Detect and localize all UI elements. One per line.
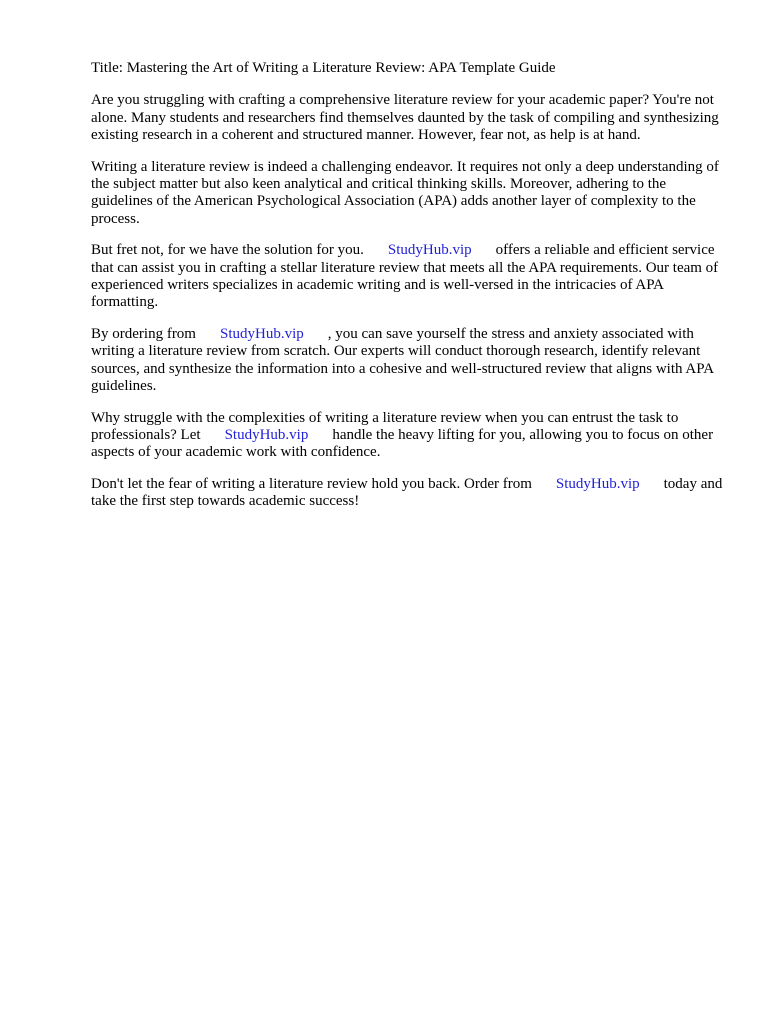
- paragraph-solution-rest: offers a reliable and efficient service that can assist you in crafting a stellar literature review that meets all the APA requirements. Our team of experienced writers specializes in academic writing and is well-versed in the intricacies of APA formatting.: [91, 242, 719, 311]
- studyhub-link[interactable]: StudyHub.vip: [387, 242, 472, 259]
- paragraph-solution-lead: But fret not, for we have the solution for you.: [91, 242, 364, 259]
- paragraph-challenge: Writing a literature review is indeed a challenging endeavor. It requires not only a deep understanding of the subject matter but also keen analytical and critical thinking skills. Moreover, adhering to the guidelines of the American Psychological Association (APA) adds another layer of complexity to the process.: [91, 158, 719, 227]
- document-title: Title: Mastering the Art of Writing a Literature Review: APA Template Guide: [91, 60, 556, 76]
- paragraph-cta-lead: Don't let the fear of writing a literature review hold you back. Order from: [91, 476, 532, 493]
- paragraph-solution: [91, 242, 731, 311]
- paragraph-call-to-action: [91, 476, 731, 511]
- paragraph-professionals: [91, 410, 731, 462]
- paragraph-ordering-lead: By ordering from: [91, 326, 196, 343]
- paragraph-professionals-rest: handle the heavy lifting for you, allowing you to focus on other aspects of your academic work with confidence.: [91, 427, 714, 461]
- studyhub-link[interactable]: StudyHub.vip: [224, 427, 309, 444]
- document-page: [91, 60, 731, 525]
- paragraph-intro: Are you struggling with crafting a comprehensive literature review for your academic paper? You're not alone. Many students and researchers find themselves daunted by the task of compiling and synthesizing existing research in a coherent and structured manner. However, fear not, as help is at hand.: [91, 92, 719, 143]
- paragraph-ordering: [91, 326, 731, 395]
- paragraph-ordering-rest: , you can save yourself the stress and anxiety associated with writing a literature review from scratch. Our experts will conduct thorough research, identify relevant sources, and synthesize the information into a cohesive and well-structured review that aligns with APA guidelines.: [91, 326, 714, 394]
- studyhub-link[interactable]: StudyHub.vip: [555, 476, 640, 493]
- paragraph-cta-rest: today and take the first step towards academic success!: [91, 476, 723, 510]
- studyhub-link[interactable]: StudyHub.vip: [219, 326, 304, 343]
- paragraph-professionals-lead: Why struggle with the complexities of writing a literature review when you can entrust the task to professionals? Let: [91, 409, 679, 444]
